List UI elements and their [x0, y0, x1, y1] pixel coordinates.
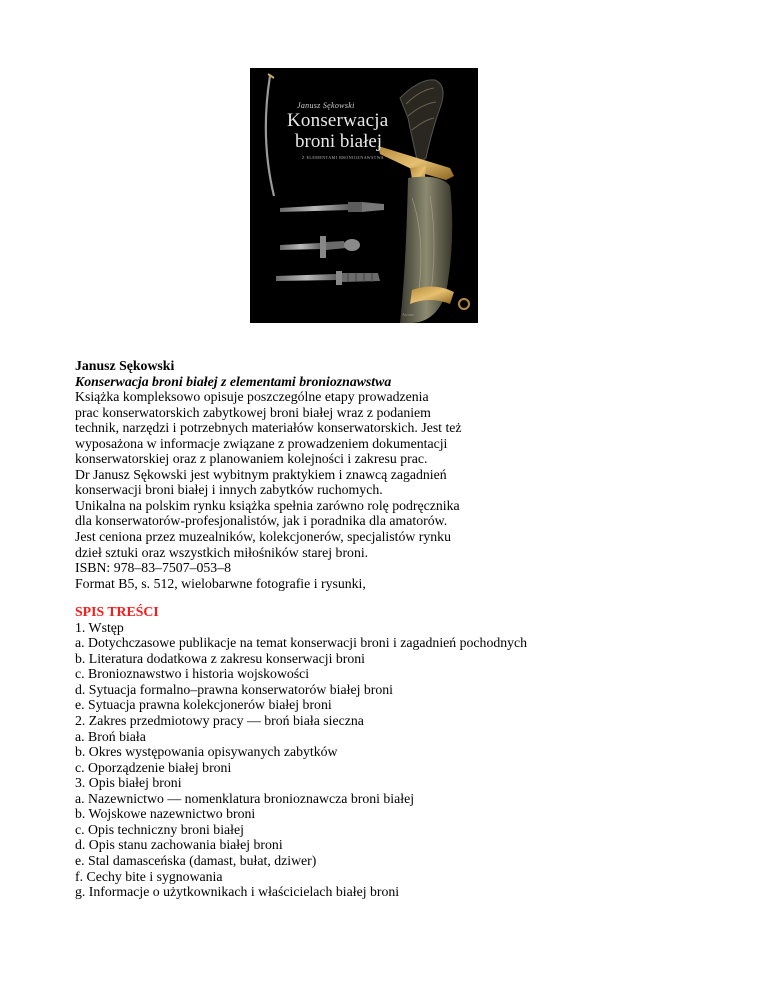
- toc-item: b. Literatura dodatkowa z zakresu konserwacji broni: [75, 650, 366, 666]
- description-line: dla konserwatorów-profesjonalistów, jak i poradnika dla amatorów.: [75, 513, 448, 529]
- cover-illustration: [250, 68, 478, 323]
- description-line: Książka kompleksowo opisuje poszczególne etapy prowadzenia: [75, 389, 429, 405]
- description-line: technik, narzędzi i potrzebnych materiałów konserwatorskich. Jest też: [75, 420, 462, 436]
- toc-item: b. Okres występowania opisywanych zabytków: [75, 744, 338, 760]
- toc-item: c. Bronioznawstwo i historia wojskowości: [75, 666, 310, 682]
- toc-item: 1. Wstęp: [75, 619, 124, 635]
- book-title: Konserwacja broni białej z elementami bronioznawstwa: [75, 373, 392, 389]
- description-line: Format B5, s. 512, wielobarwne fotografie i rysunki,: [75, 575, 366, 591]
- description-line: prac konserwatorskich zabytkowej broni białej wraz z podaniem: [75, 404, 431, 420]
- book-description: [75, 389, 695, 591]
- description-line: Jest ceniona przez muzealników, kolekcjonerów, specjalistów rynku: [75, 529, 451, 545]
- toc-item: c. Oporządzenie białej broni: [75, 759, 232, 775]
- cover-title-line2: broni białej: [295, 131, 383, 152]
- toc-item: b. Wojskowe nazewnictwo broni: [75, 806, 256, 822]
- toc-item: 3. Opis białej broni: [75, 775, 182, 791]
- cover-title-line1: Konserwacja: [287, 110, 389, 131]
- description-line: konserwatorskiej oraz z planowaniem kolejności i zakresu prac.: [75, 451, 428, 467]
- description-line: wyposażona w informacje związane z prowadzeniem dokumentacji: [75, 435, 448, 451]
- cover-author: Janusz Sękowski: [297, 101, 355, 110]
- description-line: konserwacji broni białej i innych zabytków ruchomych.: [75, 482, 383, 498]
- cover-subtitle: Z ELEMENTAMI BRONIOZNAWSTWA: [302, 155, 384, 160]
- toc-heading: SPIS TREŚCI: [75, 604, 159, 620]
- toc-item: e. Sytuacja prawna kolekcjonerów białej broni: [75, 697, 332, 713]
- cover-publisher: Arcana: [402, 312, 414, 317]
- toc-item: d. Opis stanu zachowania białej broni: [75, 837, 283, 853]
- description-line: dzieł sztuki oraz wszystkich miłośników starej broni.: [75, 544, 369, 560]
- toc-list: [75, 620, 695, 900]
- book-cover-image: [250, 68, 478, 323]
- toc-item: g. Informacje o użytkownikach i właścicielach białej broni: [75, 884, 400, 900]
- text-block: [75, 358, 695, 900]
- description-line: Unikalna na polskim rynku książka spełnia zarówno rolę podręcznika: [75, 497, 460, 513]
- toc-item: a. Dotychczasowe publikacje na temat konserwacji broni i zagadnień pochodnych: [75, 635, 528, 651]
- toc-item: e. Stal damasceńska (damast, bułat, dziwer): [75, 852, 317, 868]
- toc-item: f. Cechy bite i sygnowania: [75, 868, 223, 884]
- description-line: ISBN: 978–83–7507–053–8: [75, 560, 231, 576]
- toc-item: a. Nazewnictwo — nomenklatura bronioznawcza broni białej: [75, 790, 415, 806]
- toc-item: d. Sytuacja formalno–prawna konserwatorów białej broni: [75, 681, 394, 697]
- toc-item: 2. Zakres przedmiotowy pracy — broń biała sieczna: [75, 713, 364, 729]
- toc-item: a. Broń biała: [75, 728, 146, 744]
- description-line: Dr Janusz Sękowski jest wybitnym praktykiem i znawcą zagadnień: [75, 466, 447, 482]
- book-author: Janusz Sękowski: [75, 358, 175, 373]
- toc-item: c. Opis techniczny broni białej: [75, 821, 244, 837]
